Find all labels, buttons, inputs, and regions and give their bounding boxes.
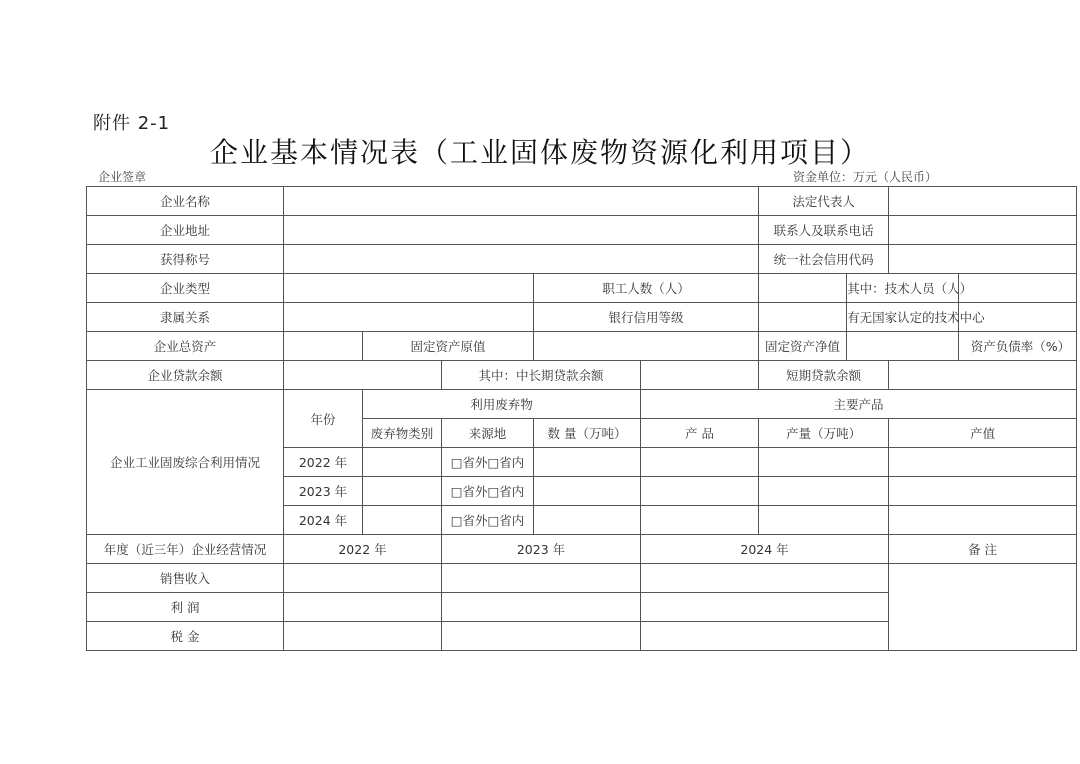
long-loan-label: 其中：中长期贷款余额 — [442, 361, 641, 390]
sales-2022-cell[interactable] — [284, 564, 442, 593]
loan-balance-label: 企业贷款余额 — [87, 361, 284, 390]
value-header: 产值 — [889, 419, 1077, 448]
row-sales-revenue — [87, 564, 1077, 593]
sales-revenue-label: 销售收入 — [87, 564, 284, 593]
currency-unit-label: 资金单位：万元（人民币） — [792, 170, 937, 184]
quantity-header: 数 量（万吨） — [534, 419, 641, 448]
short-loan-label: 短期贷款余额 — [759, 361, 889, 390]
row-enterprise-name — [87, 187, 1077, 216]
quantity-cell[interactable] — [534, 506, 641, 535]
sales-2024-cell[interactable] — [641, 564, 889, 593]
waste-type-cell[interactable] — [363, 506, 442, 535]
output-header: 产量（万吨） — [759, 419, 889, 448]
affiliation-label: 隶属关系 — [87, 303, 284, 332]
legal-rep-label: 法定代表人 — [759, 187, 889, 216]
address-field[interactable] — [284, 216, 759, 245]
enterprise-name-label: 企业名称 — [87, 187, 284, 216]
source-checkbox-cell[interactable]: □省外□省内 — [442, 448, 534, 477]
contact-label: 联系人及联系电话 — [759, 216, 889, 245]
type-label: 企业类型 — [87, 274, 284, 303]
enterprise-info-table — [86, 186, 1077, 651]
row-honors — [87, 245, 1077, 274]
profit-2024-cell[interactable] — [641, 593, 889, 622]
utilization-year-cell: 2024 年 — [284, 506, 363, 535]
remark-header: 备 注 — [889, 535, 1077, 564]
credit-code-label: 统一社会信用代码 — [759, 245, 889, 274]
tech-staff-field[interactable] — [959, 274, 1077, 303]
document-title: 企业基本情况表（工业固体废物资源化利用项目） — [209, 136, 870, 169]
staff-label: 职工人数（人） — [534, 274, 759, 303]
long-loan-field[interactable] — [641, 361, 759, 390]
row-affiliation — [87, 303, 1077, 332]
bank-credit-field[interactable] — [759, 303, 847, 332]
output-cell[interactable] — [759, 448, 889, 477]
remark-cell[interactable] — [889, 564, 1077, 651]
sales-2023-cell[interactable] — [442, 564, 641, 593]
product-cell[interactable] — [641, 477, 759, 506]
source-checkbox-cell[interactable]: □省外□省内 — [442, 477, 534, 506]
tech-staff-label: 其中：技术人员（人） — [847, 274, 959, 303]
type-field[interactable] — [284, 274, 534, 303]
quantity-cell[interactable] — [534, 448, 641, 477]
utilization-year-cell: 2023 年 — [284, 477, 363, 506]
tech-center-label: 有无国家认定的技术中心 — [847, 303, 959, 332]
quantity-cell[interactable] — [534, 477, 641, 506]
fixed-orig-field[interactable] — [534, 332, 759, 361]
tax-2022-cell[interactable] — [284, 622, 442, 651]
attachment-label: 附件 2-1 — [93, 113, 171, 134]
operations-year-2022: 2022 年 — [284, 535, 442, 564]
row-utilization-header-1 — [87, 390, 1077, 419]
tax-2023-cell[interactable] — [442, 622, 641, 651]
row-enterprise-type — [87, 274, 1077, 303]
total-assets-label: 企业总资产 — [87, 332, 284, 361]
utilization-year-header: 年份 — [284, 390, 363, 448]
waste-group-header: 利用废弃物 — [363, 390, 641, 419]
source-checkbox-cell[interactable]: □省外□省内 — [442, 506, 534, 535]
fixed-orig-label: 固定资产原值 — [363, 332, 534, 361]
profit-2022-cell[interactable] — [284, 593, 442, 622]
profit-2023-cell[interactable] — [442, 593, 641, 622]
enterprise-seal-label: 企业签章 — [98, 170, 147, 184]
row-loans — [87, 361, 1077, 390]
source-header: 来源地 — [442, 419, 534, 448]
debt-ratio-label: 资产负债率（%） — [959, 332, 1077, 361]
utilization-year-cell: 2022 年 — [284, 448, 363, 477]
utilization-section-label: 企业工业固废综合利用情况 — [87, 390, 284, 535]
product-group-header: 主要产品 — [641, 390, 1077, 419]
row-enterprise-address — [87, 216, 1077, 245]
credit-code-field[interactable] — [889, 245, 1077, 274]
waste-type-header: 废弃物类别 — [363, 419, 442, 448]
value-cell[interactable] — [889, 506, 1077, 535]
row-operations-header — [87, 535, 1077, 564]
product-cell[interactable] — [641, 448, 759, 477]
address-label: 企业地址 — [87, 216, 284, 245]
waste-type-cell[interactable] — [363, 448, 442, 477]
fixed-net-field[interactable] — [847, 332, 959, 361]
legal-rep-field[interactable] — [889, 187, 1077, 216]
profit-label: 利 润 — [87, 593, 284, 622]
contact-field[interactable] — [889, 216, 1077, 245]
value-cell[interactable] — [889, 477, 1077, 506]
honors-label: 获得称号 — [87, 245, 284, 274]
bank-credit-label: 银行信用等级 — [534, 303, 759, 332]
product-cell[interactable] — [641, 506, 759, 535]
output-cell[interactable] — [759, 506, 889, 535]
operations-section-label: 年度（近三年）企业经营情况 — [87, 535, 284, 564]
operations-year-2024: 2024 年 — [641, 535, 889, 564]
honors-field[interactable] — [284, 245, 759, 274]
short-loan-field[interactable] — [889, 361, 1077, 390]
value-cell[interactable] — [889, 448, 1077, 477]
output-cell[interactable] — [759, 477, 889, 506]
total-assets-field[interactable] — [284, 332, 363, 361]
operations-year-2023: 2023 年 — [442, 535, 641, 564]
product-header: 产 品 — [641, 419, 759, 448]
tax-2024-cell[interactable] — [641, 622, 889, 651]
waste-type-cell[interactable] — [363, 477, 442, 506]
staff-field[interactable] — [759, 274, 847, 303]
enterprise-name-field[interactable] — [284, 187, 759, 216]
loan-balance-field[interactable] — [284, 361, 442, 390]
fixed-net-label: 固定资产净值 — [759, 332, 847, 361]
tax-label: 税 金 — [87, 622, 284, 651]
affiliation-field[interactable] — [284, 303, 534, 332]
row-assets — [87, 332, 1077, 361]
